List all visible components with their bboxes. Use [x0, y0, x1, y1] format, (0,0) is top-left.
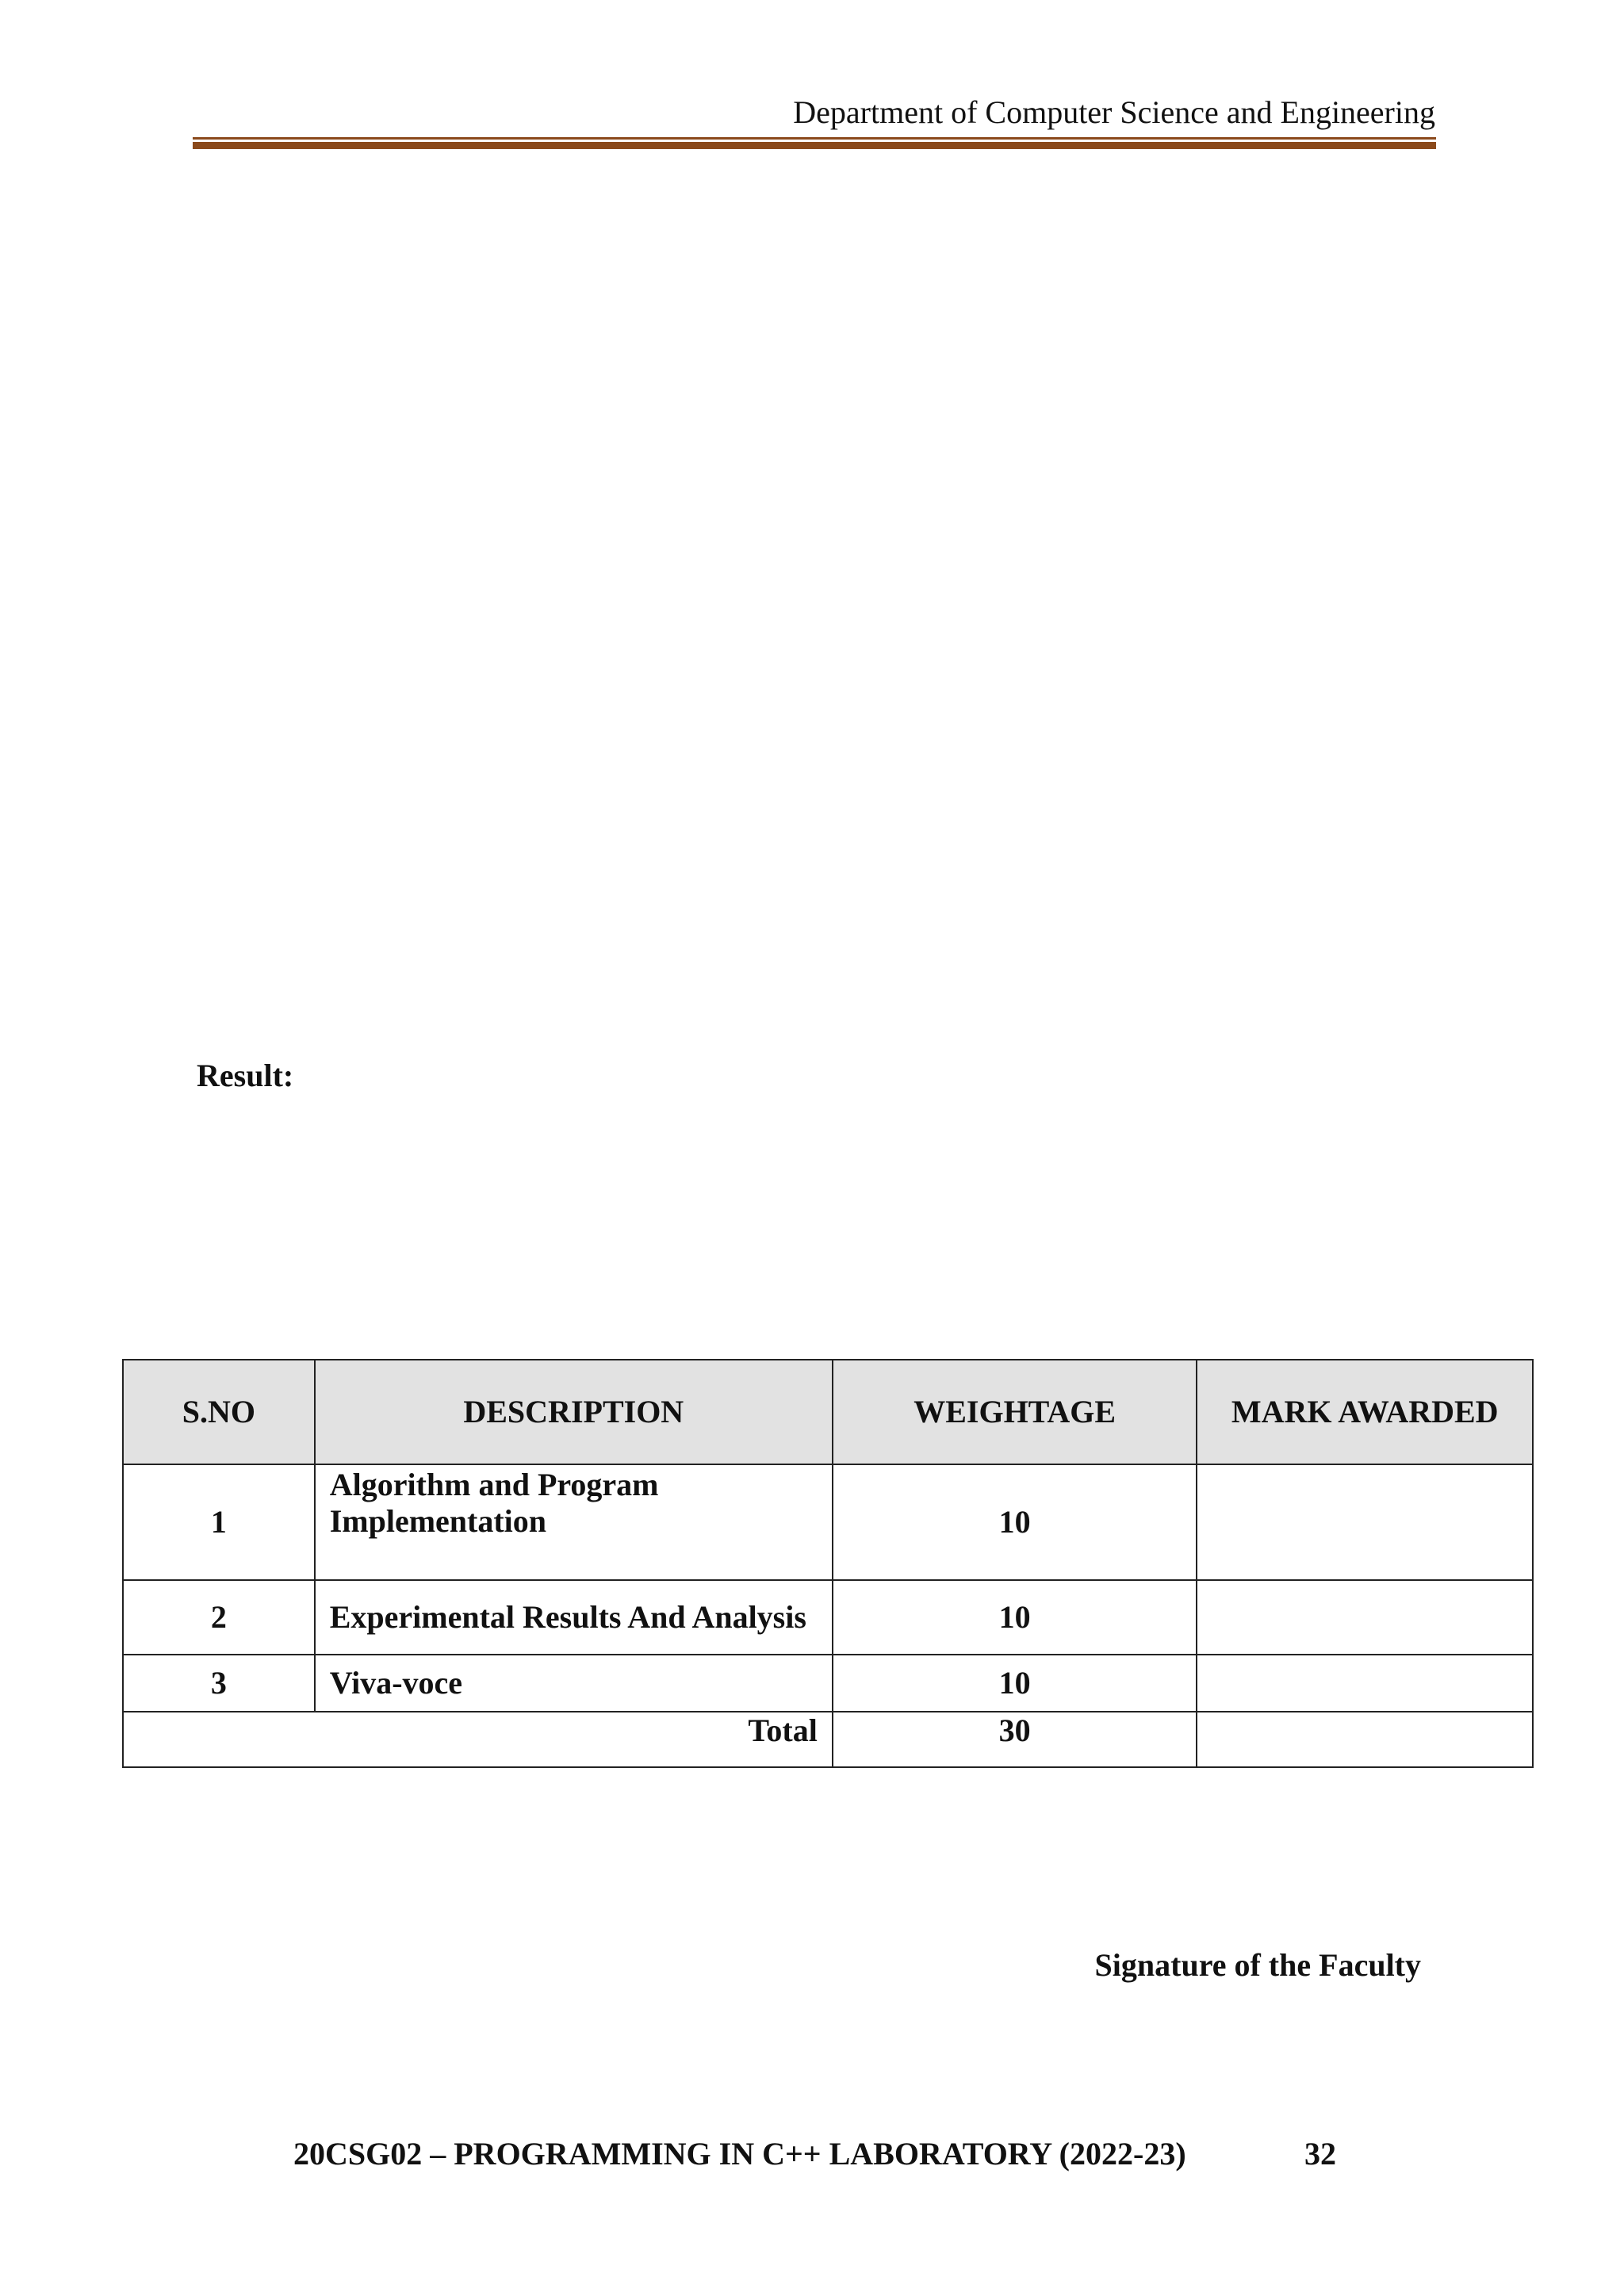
header-rule-thin — [193, 137, 1436, 140]
cell-mark-awarded — [1197, 1580, 1533, 1655]
cell-sno: 3 — [123, 1655, 315, 1712]
column-header-weightage: WEIGHTAGE — [833, 1360, 1197, 1464]
column-header-sno: S.NO — [123, 1360, 315, 1464]
cell-total-weightage: 30 — [833, 1712, 1197, 1767]
cell-weightage: 10 — [833, 1464, 1197, 1580]
table-total-row — [123, 1712, 1533, 1767]
cell-description: Viva-voce — [315, 1655, 833, 1712]
column-header-description: DESCRIPTION — [315, 1360, 833, 1464]
footer-course-title: 20CSG02 – PROGRAMMING IN C++ LABORATORY (2022-23) — [293, 2136, 1186, 2172]
table-row — [123, 1464, 1533, 1580]
footer-page-number: 32 — [1304, 2136, 1336, 2172]
cell-weightage: 10 — [833, 1580, 1197, 1655]
table-row — [123, 1655, 1533, 1712]
cell-description: Experimental Results And Analysis — [315, 1580, 833, 1655]
cell-total-label: Total — [123, 1712, 833, 1767]
header-rule-thick — [193, 142, 1436, 149]
cell-mark-awarded — [1197, 1464, 1533, 1580]
faculty-signature-label: Signature of the Faculty — [1094, 1947, 1421, 1983]
page-header-department: Department of Computer Science and Engineering — [793, 94, 1435, 130]
cell-total-mark-awarded — [1197, 1712, 1533, 1767]
cell-mark-awarded — [1197, 1655, 1533, 1712]
column-header-mark-awarded: MARK AWARDED — [1197, 1360, 1533, 1464]
cell-weightage: 10 — [833, 1655, 1197, 1712]
cell-description: Algorithm and Program Implementation — [315, 1464, 833, 1580]
cell-sno: 2 — [123, 1580, 315, 1655]
marks-table-header-row — [123, 1360, 1533, 1464]
result-label: Result: — [197, 1058, 294, 1093]
table-row — [123, 1580, 1533, 1655]
cell-sno: 1 — [123, 1464, 315, 1580]
marks-table — [122, 1359, 1534, 1768]
